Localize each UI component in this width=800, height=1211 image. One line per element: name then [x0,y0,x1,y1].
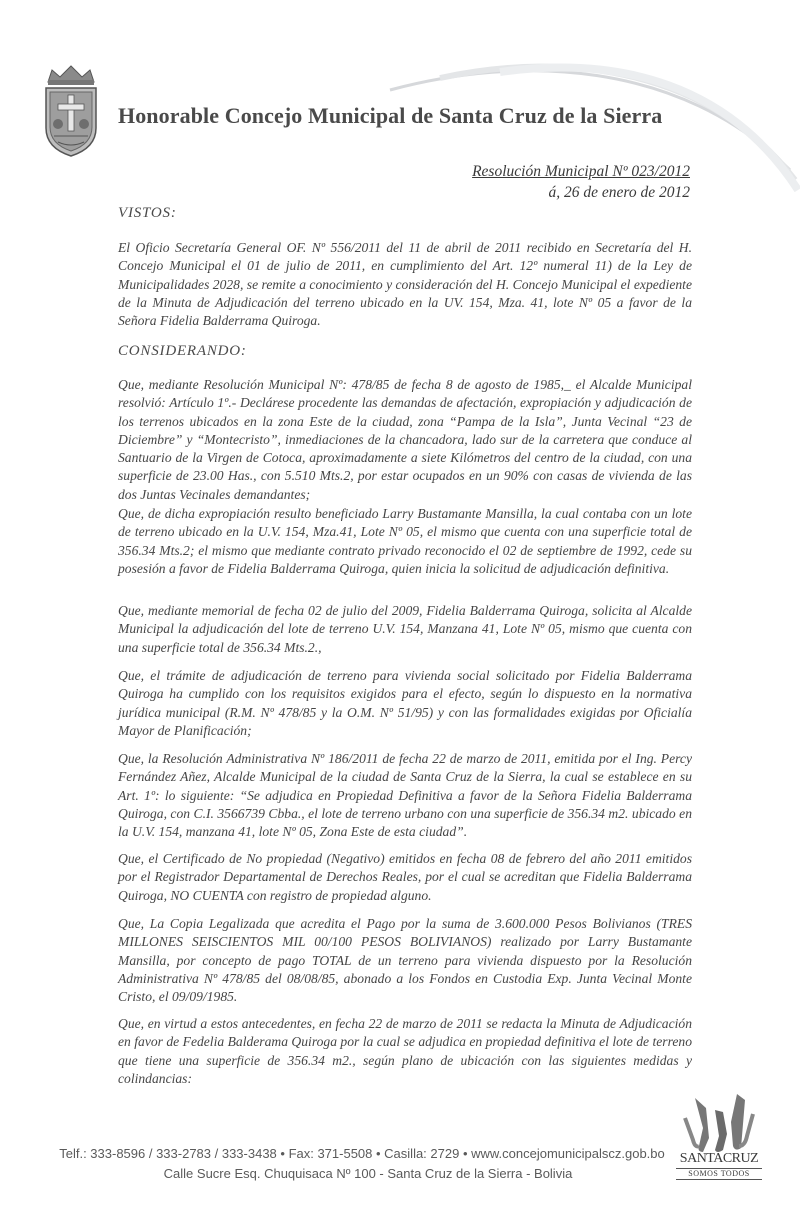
considerando-paragraph-2: Que, de dicha expropiación resulto beneficiado Larry Bustamante Mansilla, la cual contaba con un lote de terreno ubicado en la U.V. 154, Mza.41, Lote Nº 05, el mismo que cuenta con una superficie total de 356.34 Mts.2; el mismo que mediante contrato privado reconocido el 02 de septiembre de 1992, cede su posesión a favor de Fidelia Balderrama Quiroga, quien inicia la solicitud de adjudicación definitiva. [118,506,692,576]
footer-address-line: Calle Sucre Esq. Chuquisaca Nº 100 - Santa Cruz de la Sierra - Bolivia [163,1166,573,1181]
considerando-paragraph-8: Que, en virtud a estos antecedentes, en fecha 22 de marzo de 2011 se redacta la Minuta de Adjudicación en favor de Fedelia Balderama Quiroga por la cual se adjudica en propiedad definitiva el lote de terreno que tiene una superficie de 356.34 m2., según plano de ubicación con las siguientes medidas y colindancias: [118,1016,692,1086]
institution-title: Honorable Concejo Municipal de Santa Cruz de la Sierra [118,103,663,128]
coat-of-arms-icon [40,62,102,158]
considerando-paragraph-4: Que, el trámite de adjudicación de terreno para vivienda social solicitado por Fidelia Balderrama Quiroga ha cumplido con los requisitos exigidos para el efecto, según lo dispuesto en la normativa jurídica municipal (R.M. Nº 478/85 y la O.M. Nº 51/95) y con las formalidades exigidas por Oficialía Mayor de Planificación; [118,668,692,738]
considerando-paragraph-7: Que, La Copia Legalizada que acredita el Pago por la suma de 3.600.000 Pesos Bolivianos (TRES MILLONES SEISCIENTOS MIL 00/100 PESOS BOLIVIANOS) realizado por Larry Bustamante Mansilla, por concepto de pago TOTAL de un terreno para vivienda dispuesto por la Resolución Administrativa Nº 478/85 del 08/08/85, abonado a los Fondos en Custodia Exp. Junta Vecinal Monte Cristo, el 09/09/1985. [118,916,692,1005]
considerando-paragraph-1: Que, mediante Resolución Municipal Nº: 478/85 de fecha 8 de agosto de 1985,_ el Alcalde Municipal resolvió: Artículo 1º.- Declárese procedente las demandas de afectación, expropiación y adjudicación de los terrenos ubicados en la zona Este de la ciudad, zona “Pampa de la Isla”, Junta Vecinal “23 de Diciembre” y “Montecristo”, inmediaciones de la chancadora, lado sur de la carretera que conduce al Santuario de la Virgen de Cotoca, aproximadamente a siete Kilómetros del centro de la ciudad, con una superficie de 23.00 Has., con 5.510 Mts.2, por estar ocupados en un 90% con casas de vivienda de las dos Juntas Vecinales demandantes; [118,377,692,502]
resolution-number: Resolución Municipal Nº 023/2012 [472,163,690,180]
considerando-paragraph-3: Que, mediante memorial de fecha 02 de julio del 2009, Fidelia Balderrama Quiroga, solicita al Alcalde Municipal la adjudicación del lote de terreno U.V. 154, Manzana 41, Lote Nº 05, mismo que cuenta con una superficie total de 356.34 Mts.2., [118,603,692,655]
logo-tagline: SOMOS TODOS [676,1168,762,1180]
resolution-reference [472,161,690,203]
resolution-date: á, 26 de enero de 2012 [548,184,690,201]
footer-contact [52,1144,672,1184]
considerando-heading: CONSIDERANDO: [118,343,247,359]
vistos-heading: VISTOS: [118,205,177,221]
considerando-paragraph-6: Que, el Certificado de No propiedad (Negativo) emitidos en fecha 08 de febrero del año 2011 emitidos por el Registrador Departamental de Derechos Reales, por el cual se acreditan que Fidelia Balderrama Quiroga, NO CUENTA con registro de propiedad alguno. [118,851,692,903]
footer-contact-line: Telf.: 333-8596 / 333-2783 / 333-3438 • Fax: 371-5508 • Casilla: 2729 • www.concejomunicipalscz.gob.bo [59,1146,665,1161]
logo-wordmark: SANTACRUZ [679,1151,759,1166]
considerando-paragraph-5: Que, la Resolución Administrativa Nº 186/2011 de fecha 22 de marzo de 2011, emitida por el Ing. Percy Fernández Añez, Alcalde Municipal de la ciudad de Santa Cruz de la Sierra, la cual se establece en su Art. 1º: lo siguiente: “Se adjudica en Propiedad Definitiva a favor de la Señora Fidelia Balderrama Quiroga, con C.I. 3566739 Cbba., el lote de terreno urbano con una superficie de 356.34 m2. ubicado en la U.V. 154, manzana 41, lote Nº 05, Zona Este de esta ciudad”. [118,751,692,840]
vistos-paragraph: El Oficio Secretaría General OF. Nº 556/2011 del 11 de abril de 2011 recibido en Secretaría del H. Concejo Municipal el 01 de julio de 2011, en cumplimiento del Art. 12º numeral 11) de la Ley de Municipalidades 2028, se remite a conocimiento y consideración del H. Concejo Municipal el expediente de la Minuta de Adjudicación del terreno ubicado en la UV. 154, Mza. 41, lote Nº 05 a favor de la Señora Fidelia Balderrama Quiroga. [118,240,692,329]
